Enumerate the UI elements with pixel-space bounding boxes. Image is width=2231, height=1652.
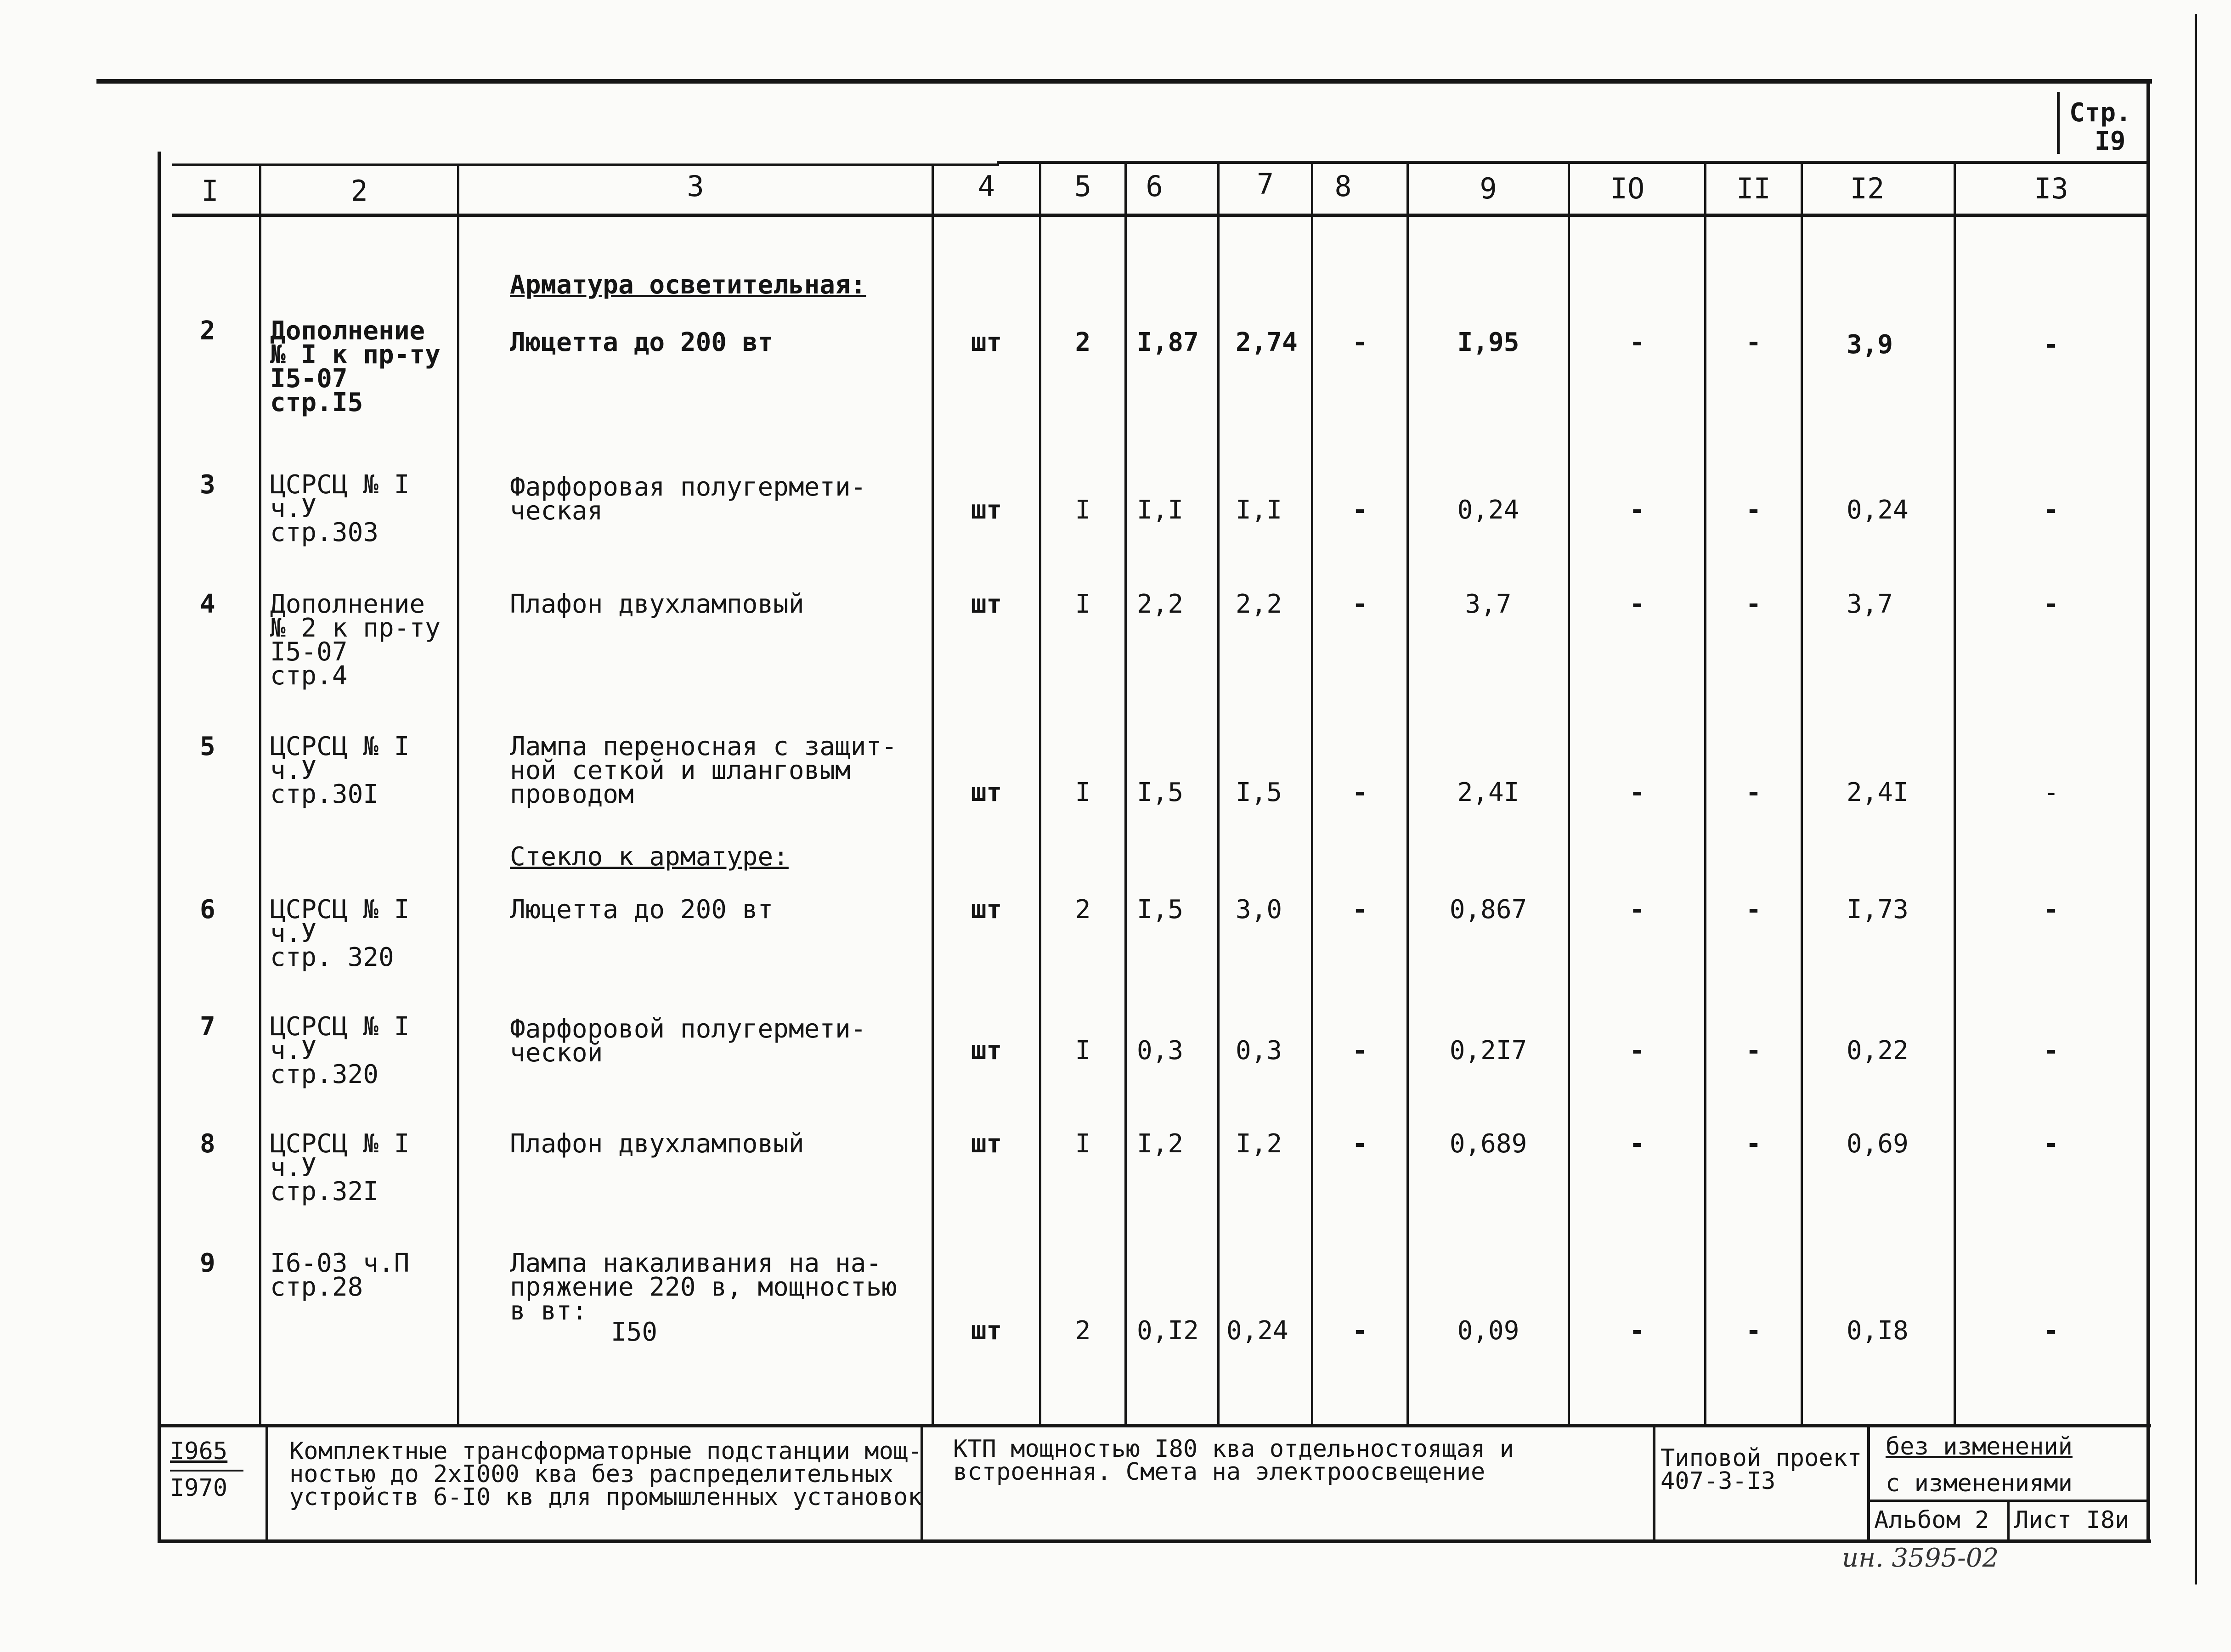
value-col8: - [1352,1316,1368,1346]
value-col13: - [2043,895,2059,925]
value-col8: - [1352,589,1368,619]
value-col13: - [2043,1036,2059,1066]
left-border [158,152,161,1543]
item-description: Лампа накаливания на на- пряжение 220 в, мощностью в вт: [510,1248,897,1326]
value-col6: I,5 [1137,778,1184,807]
source-reference: I6-03 ч.П стр.28 [270,1248,410,1302]
header-top-line-left [172,164,999,166]
value-col11: - [1745,327,1762,357]
value-col8: - [1352,495,1368,525]
value-col9: 0,2I7 [1449,1036,1527,1066]
unit: шт [971,327,1002,357]
row-number: 6 [200,895,215,925]
row-number: 3 [200,470,215,500]
project-number: Типовой проект 407-3-I3 [1661,1444,1862,1495]
column-header: 9 [1480,172,1497,205]
value-col6: I,I [1137,495,1184,525]
header-bottom-line [172,214,2147,217]
value-col13: - [2043,330,2059,360]
inventory-note: ин. 3595-02 [1842,1543,1999,1573]
value-col7: I,I [1236,495,1282,525]
value-col11: - [1745,589,1762,619]
value-col12: 0,I8 [1847,1316,1909,1346]
value-col12: 0,22 [1847,1036,1909,1066]
source-reference: ЦСРСЦ № I ч.У стр.32I [270,1129,410,1207]
value-col10: - [1629,1129,1645,1159]
row-number: 7 [200,1012,215,1042]
value-col12: 2,4I [1847,778,1909,807]
source-reference: ЦСРСЦ № I ч.У стр.303 [270,470,410,547]
document-subject: КТП мощностью I80 ква отдельностоящая и встроенная. Смета на электроосвещение [953,1435,1514,1486]
value-col11: - [1745,895,1762,925]
col-separator [457,164,459,1426]
unit: шт [971,778,1002,807]
item-description: Плафон двухламповый [510,589,804,619]
value-col7: I,5 [1236,778,1282,807]
item-description-extra: I50 [611,1317,658,1347]
value-col13: - [2043,778,2059,807]
unit: шт [971,1316,1002,1346]
value-col6: 0,3 [1137,1036,1184,1066]
year-divider [170,1470,243,1472]
column-header: 5 [1074,169,1092,203]
value-col10: - [1629,327,1645,357]
footer-bottom-line [158,1539,2151,1543]
value-col12: 0,69 [1847,1129,1909,1159]
row-number: 8 [200,1129,215,1159]
column-header: 2 [350,174,368,208]
header-top-line [997,161,2147,164]
far-right-margin-line [2195,14,2197,1584]
item-description: Плафон двухламповый [510,1129,804,1159]
col-separator [1801,164,1803,1426]
column-header: 4 [977,169,995,203]
unit: шт [971,495,1002,525]
value-col11: - [1745,778,1762,807]
value-col13: - [2043,1129,2059,1159]
col-separator [1124,164,1127,1426]
value-col10: - [1629,589,1645,619]
top-rule [96,79,2152,84]
revision-no-changes: без изменений [1886,1433,2073,1460]
value-col9: 0,689 [1449,1129,1527,1159]
value-col9: 2,4I [1457,778,1519,807]
value-col9: I,95 [1457,327,1519,357]
footer-divider [1869,1500,2150,1502]
unit: шт [971,895,1002,925]
value-col11: - [1745,1316,1762,1346]
value-col13: - [2043,589,2059,619]
item-description: Люцетта до 200 вт [510,895,774,925]
sheet-label: Лист I8и [2014,1506,2129,1534]
value-col7: 3,0 [1236,895,1282,925]
value-col9: 3,7 [1465,589,1512,619]
value-col10: - [1629,1316,1645,1346]
source-reference: Дополнение № 2 к пр-ту I5-07 стр.4 [270,589,441,691]
unit: шт [971,589,1002,619]
value-col7: 2,2 [1236,589,1282,619]
page-label-box-left [2057,92,2060,154]
column-header: IO [1610,172,1645,205]
value-col13: - [2043,495,2059,525]
column-header: 8 [1334,169,1352,203]
quantity: I [1075,1129,1091,1159]
album-label: Альбом 2 [1874,1506,1989,1534]
year-bottom: I970 [170,1474,228,1502]
item-description: Фарфоровой полугермети- ческой [510,1014,866,1068]
footer-divider [1653,1424,1655,1543]
footer-divider [265,1424,268,1543]
footer-divider [1867,1424,1870,1543]
column-header: II [1736,172,1771,205]
value-col11: - [1745,495,1762,525]
value-col8: - [1352,1129,1368,1159]
item-description: Люцетта до 200 вт [510,327,774,357]
right-border [2146,83,2150,1543]
page-label: Стр. [2069,98,2131,128]
value-col6: I,5 [1137,895,1184,925]
value-col10: - [1629,778,1645,807]
value-col8: - [1352,1036,1368,1066]
row-number: 4 [200,589,215,619]
quantity: I [1075,778,1091,807]
quantity: I [1075,589,1091,619]
value-col8: - [1352,895,1368,925]
quantity: I [1075,1036,1091,1066]
value-col9: 0,867 [1449,895,1527,925]
quantity: 2 [1075,327,1091,357]
value-col13: - [2043,1316,2059,1346]
quantity: 2 [1075,895,1091,925]
unit: шт [971,1036,1002,1066]
value-col7: I,2 [1236,1129,1282,1159]
value-col11: - [1745,1129,1762,1159]
footer-divider [2007,1502,2010,1543]
source-reference: ЦСРСЦ № I ч.У стр.30I [270,732,410,809]
value-col8: - [1352,327,1368,357]
source-reference: Дополнение № I к пр-ту I5-07 стр.I5 [270,316,441,417]
value-col12: 0,24 [1847,495,1909,525]
section-heading: Арматура осветительная: [510,270,866,300]
value-col6: 0,I2 [1137,1316,1199,1346]
source-reference: ЦСРСЦ № I ч.У стр.320 [270,1012,410,1089]
value-col9: 0,24 [1457,495,1519,525]
section-heading: Стекло к арматуре: [510,842,789,872]
row-number: 9 [200,1248,215,1278]
col-separator [1217,164,1220,1426]
value-col6: 2,2 [1137,589,1184,619]
column-header: 3 [687,169,704,203]
value-col12: 3,9 [1847,330,1893,360]
value-col6: I,2 [1137,1129,1184,1159]
source-reference: ЦСРСЦ № I ч.У стр. 320 [270,895,410,972]
value-col6: I,87 [1137,327,1199,357]
value-col10: - [1629,895,1645,925]
row-number: 2 [200,316,215,346]
value-col12: 3,7 [1847,589,1893,619]
quantity: 2 [1075,1316,1091,1346]
value-col7: 2,74 [1236,327,1298,357]
unit: шт [971,1129,1002,1159]
document-title: Комплектные трансформаторные подстанции мощ- ностью до 2хI000 ква без распределительных устройств 6-I0 кв для промышленных установок [289,1438,922,1511]
value-col12: I,73 [1847,895,1909,925]
value-col10: - [1629,1036,1645,1066]
page-number: I9 [2095,126,2126,156]
col-separator [259,164,261,1426]
column-header: 6 [1146,169,1163,203]
value-col7: 0,3 [1236,1036,1282,1066]
value-col9: 0,09 [1457,1316,1519,1346]
value-col7: 0,24 [1226,1316,1288,1346]
row-number: 5 [200,732,215,761]
revision-with-changes: с изменениями [1886,1470,2073,1497]
footer-top-line [158,1424,2151,1427]
column-header: I3 [2034,172,2068,205]
item-description: Лампа переносная с защит- ной сеткой и шланговым проводом [510,732,897,809]
column-header: I [201,174,219,208]
column-header: I2 [1850,172,1885,205]
column-header: 7 [1256,167,1274,201]
quantity: I [1075,495,1091,525]
value-col8: - [1352,778,1368,807]
item-description: Фарфоровая полугермети- ческая [510,472,866,526]
value-col11: - [1745,1036,1762,1066]
year-top: I965 [170,1438,228,1465]
value-col10: - [1629,495,1645,525]
